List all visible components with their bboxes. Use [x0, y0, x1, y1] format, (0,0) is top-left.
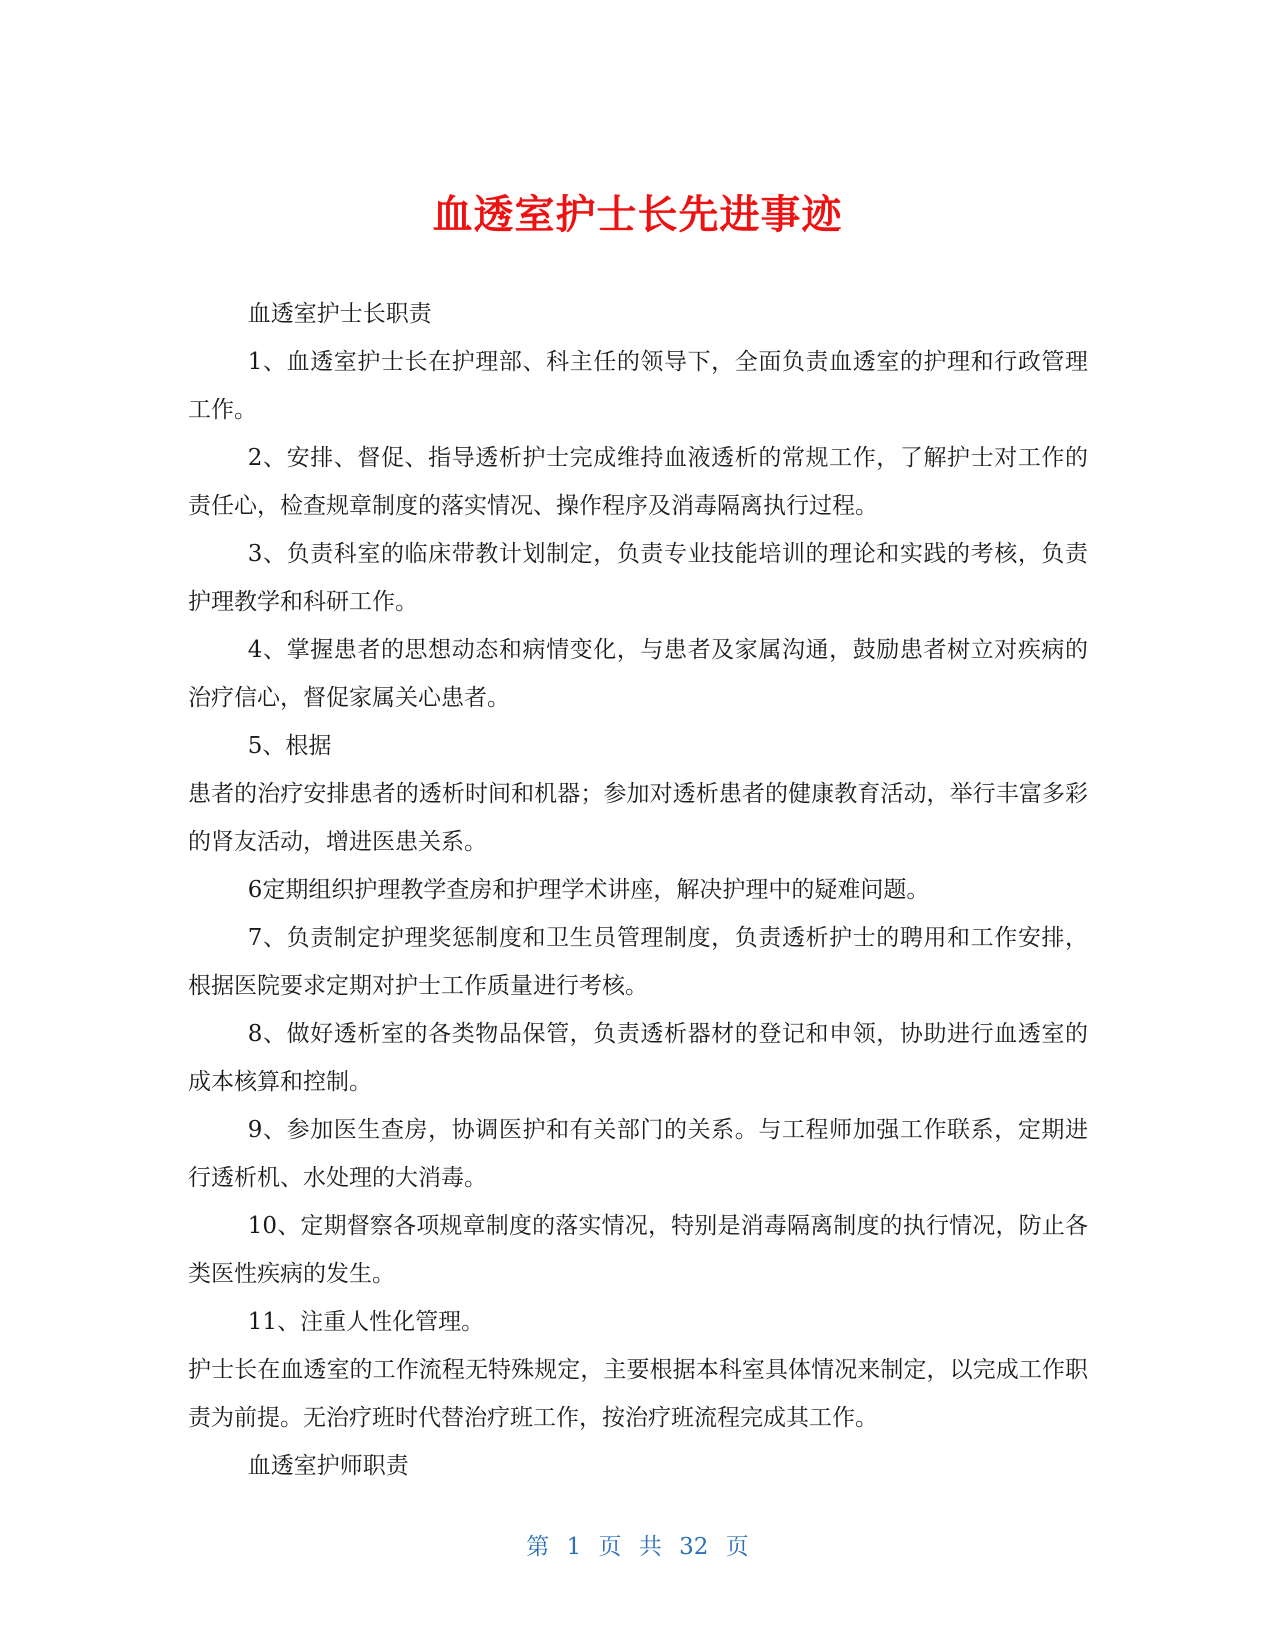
paragraph: 2、安排、督促、指导透析护士完成维持血液透析的常规工作，了解护士对工作的责任心，检查规章制度的落实情况、操作程序及消毒隔离执行过程。 — [188, 445, 1088, 519]
paragraph: 9、参加医生查房，协调医护和有关部门的关系。与工程师加强工作联系，定期进行透析机、水处理的大消毒。 — [188, 1117, 1088, 1191]
paragraph: 护士长在血透室的工作流程无特殊规定，主要根据本科室具体情况来制定，以完成工作职责为前提。无治疗班时代替治疗班工作，按治疗班流程完成其工作。 — [188, 1357, 1088, 1431]
paragraph: 5、根据 — [247, 733, 332, 759]
document-title: 血透室护士长先进事迹 — [432, 191, 843, 238]
paragraph: 患者的治疗安排患者的透析时间和机器；参加对透析患者的健康教育活动，举行丰富多彩的肾友活动，增进医患关系。 — [188, 781, 1088, 855]
paragraph: 1、血透室护士长在护理部、科主任的领导下，全面负责血透室的护理和行政管理工作。 — [188, 349, 1088, 423]
paragraph: 10、定期督察各项规章制度的落实情况，特别是消毒隔离制度的执行情况，防止各类医性疾病的发生。 — [188, 1213, 1088, 1287]
paragraph: 6定期组织护理教学查房和护理学术讲座，解决护理中的疑难问题。 — [247, 877, 930, 903]
paragraph: 11、注重人性化管理。 — [247, 1309, 485, 1335]
paragraph: 8、做好透析室的各类物品保管，负责透析器材的登记和申领，协助进行血透室的成本核算和控制。 — [188, 1021, 1088, 1095]
paragraph: 3、负责科室的临床带教计划制定，负责专业技能培训的理论和实践的考核，负责护理教学和科研工作。 — [188, 541, 1088, 615]
paragraph: 7、负责制定护理奖惩制度和卫生员管理制度，负责透析护士的聘用和工作安排，根据医院要求定期对护士工作质量进行考核。 — [188, 925, 1088, 999]
page-number-footer: 第 1 页 共 32 页 — [526, 1534, 749, 1560]
paragraph: 4、掌握患者的思想动态和病情变化，与患者及家属沟通，鼓励患者树立对疾病的治疗信心，督促家属关心患者。 — [188, 637, 1088, 711]
paragraph: 血透室护士长职责 — [247, 301, 432, 327]
paragraph: 血透室护师职责 — [247, 1453, 409, 1479]
document-body — [188, 290, 1088, 1490]
